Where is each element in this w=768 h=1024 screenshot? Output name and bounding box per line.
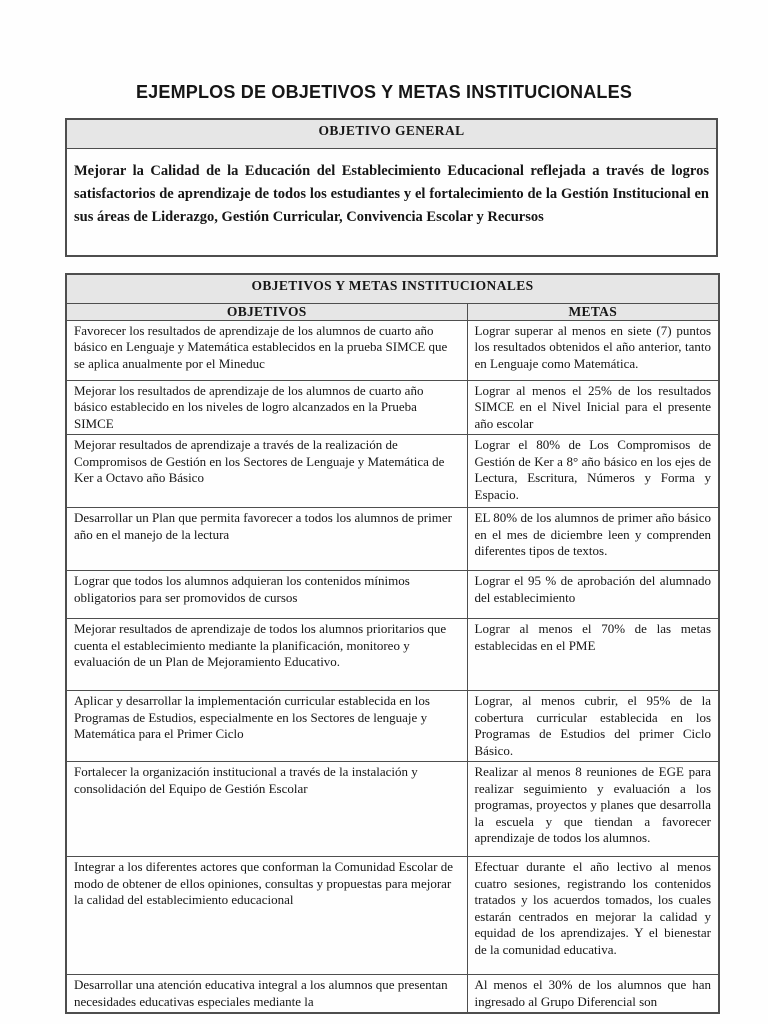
- objective-cell: Favorecer los resultados de aprendizaje de los alumnos de cuarto año básico en Lenguaje y Matemática establecidos en la prueba SIMCE que se aplica anualmente por el Mineduc: [66, 320, 467, 380]
- table-row: [66, 380, 719, 435]
- table-row: [66, 619, 719, 691]
- objective-cell: Lograr que todos los alumnos adquieran los contenidos mínimos obligatorios para ser promovidos de cursos: [66, 571, 467, 619]
- general-objective-header: OBJETIVO GENERAL: [66, 119, 717, 148]
- goal-cell: Lograr superar al menos en siete (7) puntos los resultados obtenidos el año anterior, tanto en Lenguaje como Matemática.: [467, 320, 719, 380]
- column-header-objetivos: OBJETIVOS: [66, 303, 467, 320]
- objective-cell: Desarrollar una atención educativa integral a los alumnos que presentan necesidades educativas especiales mediante la: [66, 975, 467, 1014]
- general-objective-text: Mejorar la Calidad de la Educación del Establecimiento Educacional reflejada a través de logros satisfactorios de aprendizaje de todos los estudiantes y el fortalecimiento de la Gestión Institucional en sus áreas de Liderazgo, Gestión Curricular, Convivencia Escolar y Recursos: [66, 148, 717, 256]
- table-row: [66, 691, 719, 762]
- objectives-goals-table: [65, 273, 720, 1014]
- table-row: [66, 762, 719, 857]
- goal-cell: Lograr el 95 % de aprobación del alumnado del establecimiento: [467, 571, 719, 619]
- table-row: [66, 975, 719, 1014]
- table-row: [66, 857, 719, 975]
- objective-cell: Aplicar y desarrollar la implementación curricular establecida en los Programas de Estudios, especialmente en los Sectores de lenguaje y Matemática para el Primer Ciclo: [66, 691, 467, 762]
- table-row: [66, 508, 719, 571]
- table-row: [66, 435, 719, 508]
- goal-cell: Lograr el 80% de Los Compromisos de Gestión de Ker a 8° año básico en los ejes de Lectura, Escritura, Números y Forma y Espacio.: [467, 435, 719, 508]
- objective-cell: Integrar a los diferentes actores que conforman la Comunidad Escolar de modo de obtener de ellos opiniones, consultas y propuestas para mejorar la calidad del establecimiento educacional: [66, 857, 467, 975]
- goal-cell: Lograr al menos el 70% de las metas establecidas en el PME: [467, 619, 719, 691]
- objectives-goals-table-title: OBJETIVOS Y METAS INSTITUCIONALES: [66, 274, 719, 303]
- general-objective-table: [65, 118, 718, 257]
- objective-cell: Fortalecer la organización institucional a través de la instalación y consolidación del Equipo de Gestión Escolar: [66, 762, 467, 857]
- goal-cell: EL 80% de los alumnos de primer año básico en el mes de diciembre leen y comprenden diferentes tipos de textos.: [467, 508, 719, 571]
- goal-cell: Realizar al menos 8 reuniones de EGE para realizar seguimiento y evaluación a los programas, proyectos y planes que desarrolla la escuela y que tiendan a favorecer aprendizaje de todos los alumnos.: [467, 762, 719, 857]
- objective-cell: Mejorar resultados de aprendizaje a través de la realización de Compromisos de Gestión en los Sectores de Lenguaje y Matemática de Ker a Octavo año Básico: [66, 435, 467, 508]
- objective-cell: Desarrollar un Plan que permita favorecer a todos los alumnos de primer año en el manejo de la lectura: [66, 508, 467, 571]
- goal-cell: Efectuar durante el año lectivo al menos cuatro sesiones, registrando los contenidos tratados y los acuerdos tomados, los cuales estarán centrados en mejorar la calidad y equidad de los aprendizajes. Y el bienestar de la comunidad educativa.: [467, 857, 719, 975]
- goal-cell: Lograr al menos el 25% de los resultados SIMCE en el Nivel Inicial para el presente año escolar: [467, 380, 719, 435]
- objective-cell: Mejorar los resultados de aprendizaje de los alumnos de cuarto año básico establecido en los niveles de logro alcanzados en la Prueba SIMCE: [66, 380, 467, 435]
- goal-cell: Lograr, al menos cubrir, el 95% de la cobertura curricular establecida en los Programas de Estudios del primer Ciclo Básico.: [467, 691, 719, 762]
- column-header-metas: METAS: [467, 303, 719, 320]
- document-title: EJEMPLOS DE OBJETIVOS Y METAS INSTITUCIONALES: [135, 82, 633, 102]
- objective-cell: Mejorar resultados de aprendizaje de todos los alumnos prioritarios que cuenta el establecimiento mediante la planificación, monitoreo y evaluación de un Plan de Mejoramiento Educativo.: [66, 619, 467, 691]
- table-row: [66, 571, 719, 619]
- table-row: [66, 320, 719, 380]
- goal-cell: Al menos el 30% de los alumnos que han ingresado al Grupo Diferencial son: [467, 975, 719, 1014]
